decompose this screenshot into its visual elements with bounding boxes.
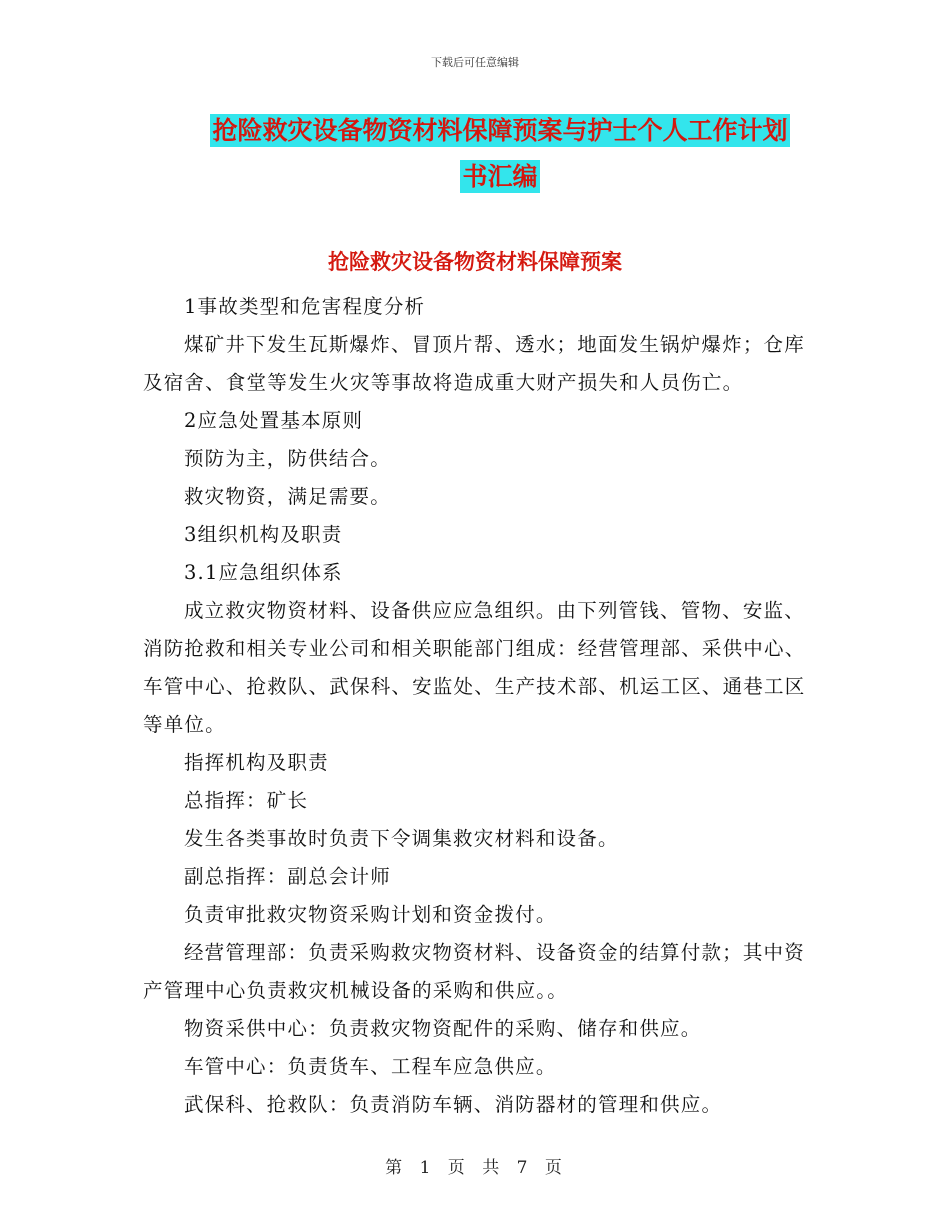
- document-title: [140, 108, 860, 200]
- paragraph: 3组织机构及职责: [183, 523, 343, 546]
- paragraph: 成立救灾物资材料、设备供应应急组织。由下列管钱、管物、安监、消防抢救和相关专业公司和相关职能部门组成：经营管理部、采供中心、车管中心、抢救队、武保科、安监处、生产技术部、机运工区、通巷工区等单位。: [143, 599, 806, 736]
- paragraph: 救灾物资，满足需要。: [183, 485, 391, 508]
- page-footer: 第 1 页 共 7 页: [385, 1158, 565, 1178]
- paragraph: 总指挥：矿长: [183, 789, 309, 812]
- document-title-line-1: 抢险救灾设备物资材料保障预案与护士个人工作计划: [212, 116, 788, 145]
- paragraph: 指挥机构及职责: [183, 751, 329, 774]
- paragraph: 负责审批救灾物资采购计划和资金拨付。: [183, 903, 557, 926]
- header-note: 下载后可任意编辑: [431, 56, 519, 69]
- paragraph: 武保科、抢救队：负责消防车辆、消防器材的管理和供应。: [183, 1093, 723, 1116]
- paragraph: 经营管理部：负责采购救灾物资材料、设备资金的结算付款；其中资产管理中心负责救灾机械设备的采购和供应。。: [143, 941, 805, 1002]
- paragraph: 2应急处置基本原则: [183, 409, 364, 432]
- section-title: 抢险救灾设备物资材料保障预案: [328, 250, 622, 274]
- paragraph: 煤矿井下发生瓦斯爆炸、冒顶片帮、透水；地面发生锅炉爆炸；仓库及宿舍、食堂等发生火灾等事故将造成重大财产损失和人员伤亡。: [143, 333, 805, 394]
- paragraph: 车管中心：负责货车、工程车应急供应。: [183, 1055, 557, 1078]
- paragraph: 1事故类型和危害程度分析: [183, 295, 426, 318]
- paragraph: 发生各类事故时负责下令调集救灾材料和设备。: [183, 827, 619, 850]
- document-body: [143, 288, 811, 1124]
- paragraph: 物资采供中心：负责救灾物资配件的采购、储存和供应。: [183, 1017, 702, 1040]
- paragraph: 预防为主，防供结合。: [183, 447, 391, 470]
- document-title-line-2: 书汇编: [462, 162, 538, 191]
- paragraph: 副总指挥：副总会计师: [183, 865, 391, 888]
- paragraph: 3.1应急组织体系: [183, 561, 343, 584]
